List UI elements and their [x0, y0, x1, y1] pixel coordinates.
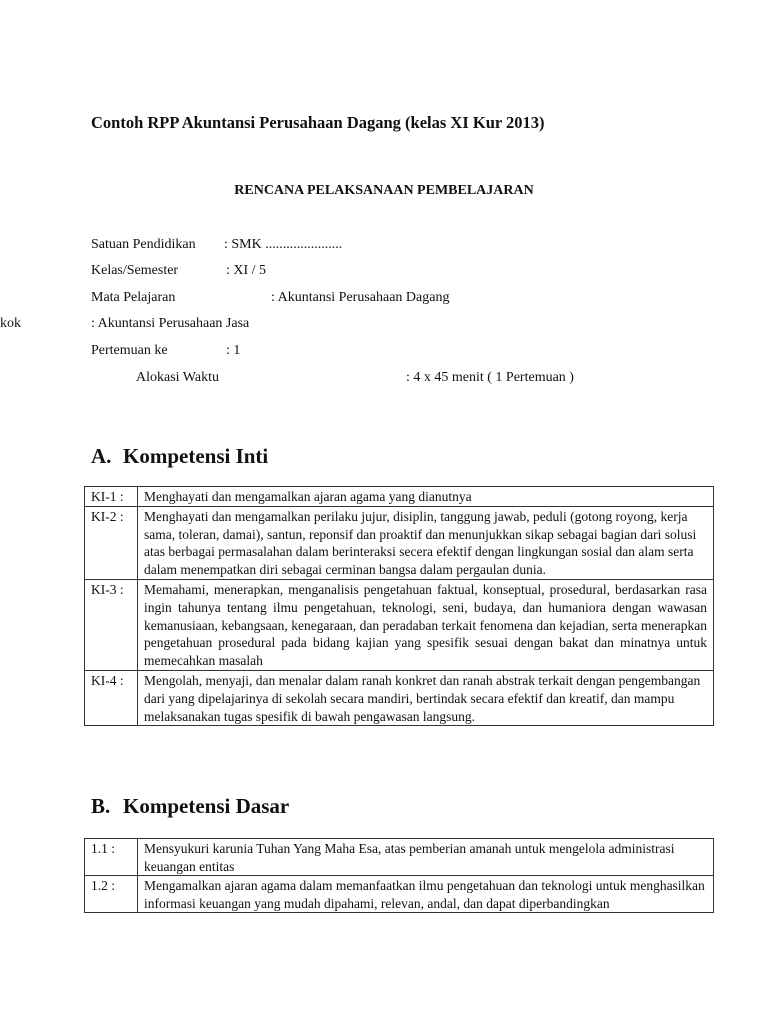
table-row [85, 487, 714, 507]
kompetensi-dasar-table [84, 838, 714, 913]
identity-value-kelas-semester: : XI / 5 [226, 263, 267, 278]
kd-text: Mengamalkan ajaran agama dalam memanfaatkan ilmu pengetahuan dan teknologi untuk menghasilkan informasi keuangan yang mudah dipahami, relevan, andal, dan dapat diperbandingkan [138, 876, 714, 913]
identity-label-mata-pelajaran: Mata Pelajaran [91, 290, 176, 305]
section-b-heading [91, 794, 289, 819]
identity-label-pertemuan: Pertemuan ke [91, 343, 168, 358]
ki-text: Menghayati dan mengamalkan perilaku jujur, disiplin, tanggung jawab, peduli (gotong royong, kerja sama, toleran, damai), santun, reponsif dan proaktif dan menunjukkan sikap sebagai bagian dari solusi atas berbagai permasalahan dalam berinteraksi secera efektif dengan lingkungan sosial dan alam serta dalam menempatkan diri sebagai cerminan bangsa dalam pergaulan dunia. [138, 506, 714, 579]
identity-label-materi-pokok: kok [0, 316, 21, 331]
identity-value-mata-pelajaran: : Akuntansi Perusahaan Dagang [271, 290, 450, 305]
identity-value-materi-pokok: : Akuntansi Perusahaan Jasa [91, 316, 250, 331]
section-a-heading [91, 444, 268, 469]
section-b-title: Kompetensi Dasar [123, 794, 290, 818]
ki-text: Mengolah, menyaji, dan menalar dalam ranah konkret dan ranah abstrak terkait dengan pengembangan dari yang dipelajarinya di sekolah secara mandiri, bertindak secara efektif dan kreatif, dan mampu melaksanakan tugas spesifik di bawah pengawasan langsung. [138, 670, 714, 725]
ki-code: KI-4 : [85, 670, 138, 725]
table-row [85, 876, 714, 913]
table-row [85, 579, 714, 670]
kd-code: 1.2 : [85, 876, 138, 913]
ki-text: Memahami, menerapkan, menganalisis pengetahuan faktual, konseptual, prosedural, berdasarkan rasa ingin tahunya tentang ilmu pengetahuan, teknologi, seni, budaya, dan humaniora dengan wawasan kemanusiaan, kebangsaan, kenegaraan, dan peradaban terkait fenomena dan kejadian, serta menerapkan pengetahuan prosedural pada bidang kajian yang spesifik sesuai dengan bakat dan minatnya untuk memecahkan masalah [138, 579, 714, 670]
rpp-heading: RENCANA PELAKSANAAN PEMBELAJARAN [234, 183, 534, 198]
ki-code: KI-3 : [85, 579, 138, 670]
ki-code: KI-2 : [85, 506, 138, 579]
document-title: Contoh RPP Akuntansi Perusahaan Dagang (kelas XI Kur 2013) [91, 113, 545, 132]
kd-code: 1.1 : [85, 839, 138, 876]
section-a-letter: A. [91, 444, 112, 468]
identity-value-pertemuan: : 1 [226, 343, 241, 358]
ki-code: KI-1 : [85, 487, 138, 507]
kd-text: Mensyukuri karunia Tuhan Yang Maha Esa, atas pemberian amanah untuk mengelola administrasi keuangan entitas [138, 839, 714, 876]
identity-value-satuan-pendidikan: : SMK ...................... [224, 237, 343, 252]
table-row [85, 670, 714, 725]
section-b-letter: B. [91, 794, 111, 818]
section-a-title: Kompetensi Inti [123, 444, 269, 468]
identity-label-satuan-pendidikan: Satuan Pendidikan [91, 237, 196, 252]
identity-label-kelas-semester: Kelas/Semester [91, 263, 179, 278]
table-row [85, 506, 714, 579]
identity-label-alokasi-waktu: Alokasi Waktu [136, 370, 219, 385]
identity-value-alokasi-waktu: : 4 x 45 menit ( 1 Pertemuan ) [406, 370, 574, 385]
table-row [85, 839, 714, 876]
ki-text: Menghayati dan mengamalkan ajaran agama yang dianutnya [138, 487, 714, 507]
kompetensi-inti-table [84, 486, 714, 726]
